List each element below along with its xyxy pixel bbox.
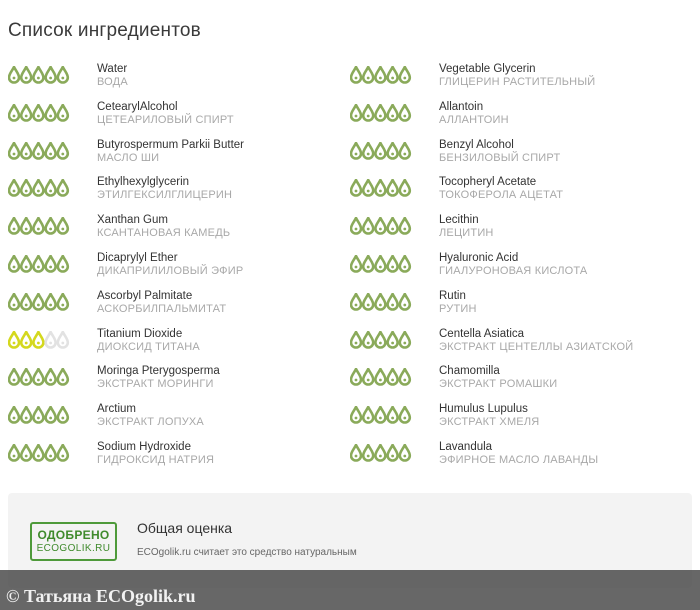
ingredient-row[interactable] [350, 62, 690, 100]
ingredient-name-en[interactable]: Dicaprylyl Ether [97, 251, 178, 264]
ingredient-name-ru: ГЛИЦЕРИН РАСТИТЕЛЬНЫЙ [439, 76, 596, 88]
drop-filled-icon [388, 294, 398, 309]
drop-filled-icon [375, 67, 385, 83]
ingredient-name-ru: БЕНЗИЛОВЫЙ СПИРТ [439, 151, 561, 164]
drop-filled-icon [400, 256, 410, 272]
drop-filled-icon [46, 105, 56, 120]
ingredient-names [97, 214, 230, 240]
drop-filled-icon [351, 407, 361, 423]
rating-drops [350, 104, 412, 122]
ingredient-names [439, 176, 563, 202]
ingredient-name-ru: ЭКСТРАКТ РОМАШКИ [439, 378, 558, 391]
ingredient-row[interactable] [350, 175, 690, 213]
ingredient-row[interactable] [8, 100, 348, 138]
drop-filled-icon [375, 180, 385, 196]
drop-filled-icon [21, 332, 31, 348]
drop-filled-icon [9, 332, 19, 348]
ingredient-row[interactable] [8, 213, 348, 251]
drop-filled-icon [375, 256, 385, 272]
ingredient-names [97, 101, 234, 127]
drop-filled-icon [33, 332, 43, 348]
ingredient-row[interactable] [8, 402, 348, 440]
ingredient-name-en[interactable]: Sodium Hydroxide [97, 440, 191, 453]
ingredient-row[interactable] [350, 138, 690, 176]
ingredient-name-en[interactable]: Arctium [97, 403, 136, 416]
ingredients-left-column [8, 62, 348, 478]
ingredient-row[interactable] [350, 100, 690, 138]
drop-filled-icon [33, 105, 43, 121]
rating-drops [8, 66, 70, 84]
ingredient-name-ru: ДИКАПРИЛИЛОВЫЙ ЭФИР [97, 264, 244, 277]
drop-filled-icon [351, 256, 361, 272]
drop-filled-icon [363, 445, 373, 461]
rating-drops-icon [8, 293, 70, 311]
ingredient-names [97, 252, 243, 278]
drop-filled-icon [21, 256, 31, 272]
drop-filled-icon [46, 369, 56, 384]
drop-filled-icon [46, 67, 56, 82]
drop-filled-icon [58, 369, 68, 385]
page-title: Список ингредиентов [8, 20, 201, 41]
drop-filled-icon [400, 67, 410, 83]
ingredient-name-ru: ДИОКСИД ТИТАНА [97, 340, 200, 353]
ingredient-names [439, 441, 598, 467]
drop-filled-icon [388, 105, 398, 120]
rating-drops [8, 331, 70, 349]
drop-filled-icon [400, 294, 410, 310]
rating-drops [8, 444, 70, 462]
ingredient-row[interactable] [350, 364, 690, 402]
drop-filled-icon [9, 369, 19, 385]
rating-drops [350, 293, 412, 311]
drop-filled-icon [400, 218, 410, 234]
drop-filled-icon [375, 218, 385, 234]
drop-filled-icon [46, 294, 56, 309]
ingredient-names [97, 403, 204, 429]
rating-drops-icon [350, 406, 412, 424]
ingredient-names [439, 403, 539, 429]
drop-filled-icon [33, 180, 43, 196]
ingredient-names [97, 139, 244, 165]
ingredient-name-en[interactable]: Ascorbyl Palmitate [97, 289, 193, 302]
drop-filled-icon [9, 407, 19, 423]
drop-filled-icon [375, 445, 385, 461]
rating-drops [350, 255, 412, 273]
drop-filled-icon [375, 105, 385, 121]
ingredient-name-en[interactable]: Humulus Lupulus [439, 403, 528, 416]
drop-empty-icon [46, 332, 56, 347]
drop-filled-icon [21, 407, 31, 423]
rating-drops-icon [350, 217, 412, 235]
ingredient-name-en[interactable]: Chamomilla [439, 365, 500, 378]
drop-filled-icon [375, 143, 385, 159]
ingredient-row[interactable] [350, 251, 690, 289]
overall-rating-title: Общая оценка [137, 520, 233, 536]
drop-filled-icon [363, 407, 373, 423]
ingredient-name-ru: КСАНТАНОВАЯ КАМЕДЬ [97, 227, 231, 240]
drop-filled-icon [33, 256, 43, 272]
ingredient-name-ru: РУТИН [439, 302, 477, 315]
rating-drops [350, 406, 412, 424]
rating-drops-icon [350, 179, 412, 197]
ingredient-names [439, 365, 557, 391]
ingredient-name-en[interactable]: Vegetable Glycerin [439, 63, 536, 75]
drop-filled-icon [33, 218, 43, 234]
drop-filled-icon [388, 256, 398, 271]
drop-filled-icon [33, 294, 43, 310]
ingredient-name-en[interactable]: Benzyl Alcohol [439, 138, 514, 151]
ingredient-row[interactable] [8, 364, 348, 402]
drop-filled-icon [351, 218, 361, 234]
ingredient-names [439, 290, 477, 316]
drop-filled-icon [375, 332, 385, 348]
drop-filled-icon [33, 369, 43, 385]
drop-filled-icon [363, 105, 373, 121]
drop-filled-icon [9, 105, 19, 121]
drop-filled-icon [351, 369, 361, 385]
drop-filled-icon [400, 180, 410, 196]
drop-filled-icon [21, 294, 31, 310]
ingredient-name-ru: ВОДА [97, 76, 128, 88]
drop-filled-icon [388, 369, 398, 384]
ingredients-right-column [350, 62, 690, 478]
ingredient-name-ru: ЭФИРНОЕ МАСЛО ЛАВАНДЫ [439, 453, 599, 466]
ingredient-name-en[interactable]: Butyrospermum Parkii Butter [97, 138, 244, 151]
ingredient-row[interactable] [8, 138, 348, 176]
drop-filled-icon [388, 218, 398, 233]
drop-filled-icon [363, 369, 373, 385]
rating-drops [8, 104, 70, 122]
ingredient-name-en[interactable]: Hyaluronic Acid [439, 251, 519, 264]
rating-drops-icon [350, 444, 412, 462]
ingredient-row[interactable] [8, 289, 348, 327]
ingredient-name-en[interactable]: Centella Asiatica [439, 327, 525, 340]
drop-filled-icon [58, 218, 68, 234]
drop-filled-icon [21, 445, 31, 461]
drop-filled-icon [58, 180, 68, 196]
rating-drops-icon [8, 331, 70, 349]
rating-drops [8, 179, 70, 197]
drop-filled-icon [21, 67, 31, 83]
drop-filled-icon [46, 256, 56, 271]
drop-filled-icon [9, 218, 19, 234]
rating-drops [350, 444, 412, 462]
drop-filled-icon [400, 369, 410, 385]
drop-filled-icon [9, 143, 19, 159]
ingredient-name-en[interactable]: CetearylAlcohol [97, 100, 178, 113]
ingredient-name-ru: ЭКСТРАКТ ЦЕНТЕЛЛЫ АЗИАТСКОЙ [439, 340, 634, 353]
drop-filled-icon [400, 445, 410, 461]
ingredient-row[interactable] [8, 251, 348, 289]
rating-drops-icon [8, 217, 70, 235]
drop-filled-icon [363, 67, 373, 83]
rating-drops-icon [8, 255, 70, 273]
drop-filled-icon [46, 407, 56, 422]
ingredient-names [97, 441, 214, 467]
rating-drops-icon [350, 66, 412, 84]
ingredient-row[interactable] [350, 402, 690, 440]
rating-drops-icon [8, 444, 70, 462]
rating-drops-icon [8, 368, 70, 386]
ingredient-names [97, 328, 200, 354]
rating-drops-icon [350, 293, 412, 311]
drop-filled-icon [9, 180, 19, 196]
approved-stamp [30, 522, 117, 561]
drop-filled-icon [351, 445, 361, 461]
drop-empty-icon [58, 332, 68, 348]
drop-filled-icon [351, 180, 361, 196]
ingredient-name-en[interactable]: Tocopheryl Acetate [439, 176, 537, 189]
ingredient-name-ru: ЛЕЦИТИН [439, 227, 494, 240]
ingredient-names [97, 63, 128, 89]
copyright-watermark: © Татьяна ECOgolik.ru [6, 586, 196, 606]
drop-filled-icon [58, 256, 68, 272]
rating-drops [350, 179, 412, 197]
drop-filled-icon [33, 445, 43, 461]
ingredient-names [439, 252, 587, 278]
drop-filled-icon [9, 256, 19, 272]
drop-filled-icon [400, 332, 410, 348]
rating-drops-icon [8, 179, 70, 197]
ingredient-name-en[interactable]: Water [97, 63, 128, 75]
ingredient-name-en[interactable]: Titanium Dioxide [97, 327, 183, 340]
rating-drops [8, 255, 70, 273]
drop-filled-icon [400, 407, 410, 423]
drop-filled-icon [58, 143, 68, 159]
rating-drops-icon [350, 142, 412, 160]
ingredient-row[interactable] [350, 213, 690, 251]
ingredient-row[interactable] [8, 440, 348, 478]
drop-filled-icon [21, 369, 31, 385]
ingredient-name-ru: АСКОРБИЛПАЛЬМИТАТ [97, 302, 227, 315]
drop-filled-icon [363, 332, 373, 348]
ingredient-name-en[interactable]: Rutin [439, 289, 466, 302]
ingredient-row[interactable] [8, 62, 348, 100]
rating-drops-icon [350, 368, 412, 386]
drop-filled-icon [363, 294, 373, 310]
drop-filled-icon [351, 143, 361, 159]
drop-filled-icon [21, 218, 31, 234]
rating-drops-icon [350, 255, 412, 273]
drop-filled-icon [21, 143, 31, 159]
drop-filled-icon [58, 105, 68, 121]
rating-drops-icon [350, 104, 412, 122]
rating-drops [350, 142, 412, 160]
ingredient-name-ru: ЭКСТРАКТ МОРИНГИ [97, 378, 214, 391]
drop-filled-icon [21, 180, 31, 196]
rating-drops [8, 142, 70, 160]
drop-filled-icon [9, 294, 19, 310]
ingredient-names [97, 176, 232, 202]
overall-rating-text: ECOgolik.ru считает это средство натуральным [137, 547, 357, 558]
ingredient-name-en[interactable]: Lecithin [439, 214, 479, 227]
rating-drops [8, 217, 70, 235]
ingredient-row[interactable] [8, 175, 348, 213]
drop-filled-icon [351, 332, 361, 348]
ingredient-name-ru: АЛЛАНТОИН [439, 113, 509, 126]
ingredient-row[interactable] [350, 440, 690, 478]
drop-filled-icon [388, 143, 398, 158]
drop-filled-icon [58, 445, 68, 461]
drop-filled-icon [363, 143, 373, 159]
ingredient-names [97, 365, 220, 391]
drop-filled-icon [33, 407, 43, 423]
drop-filled-icon [9, 445, 19, 461]
drop-filled-icon [388, 407, 398, 422]
drop-filled-icon [46, 218, 56, 233]
drop-filled-icon [46, 180, 56, 195]
drop-filled-icon [400, 105, 410, 121]
ingredient-name-ru: ГИАЛУРОНОВАЯ КИСЛОТА [439, 264, 588, 277]
ingredient-name-ru: ТОКОФЕРОЛА АЦЕТАТ [439, 189, 564, 202]
drop-filled-icon [388, 67, 398, 82]
rating-drops [8, 406, 70, 424]
watermark-bar [0, 570, 700, 610]
drop-filled-icon [46, 143, 56, 158]
ingredient-name-en[interactable]: Allantoin [439, 100, 484, 113]
drop-filled-icon [58, 407, 68, 423]
drop-filled-icon [351, 294, 361, 310]
stamp-line2: ECOGOLIK.RU [36, 543, 111, 554]
ingredient-name-en[interactable]: Xanthan Gum [97, 214, 168, 227]
drop-filled-icon [388, 180, 398, 195]
ingredient-names [439, 328, 633, 354]
rating-drops-icon [8, 142, 70, 160]
ingredient-names [97, 290, 226, 316]
drop-filled-icon [58, 67, 68, 83]
ingredient-name-ru: МАСЛО ШИ [97, 151, 160, 164]
drop-filled-icon [400, 143, 410, 159]
drop-filled-icon [58, 294, 68, 310]
drop-filled-icon [375, 407, 385, 423]
drop-filled-icon [46, 445, 56, 460]
drop-filled-icon [375, 294, 385, 310]
drop-filled-icon [33, 67, 43, 83]
ingredient-name-ru: ЭТИЛГЕКСИЛГЛИЦЕРИН [97, 189, 233, 202]
drop-filled-icon [363, 218, 373, 234]
drop-filled-icon [388, 332, 398, 347]
rating-drops [350, 368, 412, 386]
ingredient-name-en[interactable]: Lavandula [439, 440, 493, 453]
ingredient-row[interactable] [350, 289, 690, 327]
ingredient-name-en[interactable]: Ethylhexylglycerin [97, 176, 190, 189]
ingredient-names [439, 101, 509, 127]
ingredient-name-ru: ЦЕТЕАРИЛОВЫЙ СПИРТ [97, 113, 234, 126]
drop-filled-icon [351, 67, 361, 83]
drop-filled-icon [363, 256, 373, 272]
rating-drops-icon [8, 104, 70, 122]
drop-filled-icon [375, 369, 385, 385]
drop-filled-icon [388, 445, 398, 460]
rating-drops [8, 293, 70, 311]
rating-drops-icon [8, 406, 70, 424]
rating-drops-icon [8, 66, 70, 84]
ingredient-name-ru: ЭКСТРАКТ ХМЕЛЯ [439, 416, 540, 429]
drop-filled-icon [33, 143, 43, 159]
drop-filled-icon [9, 67, 19, 83]
stamp-line1: ОДОБРЕНО [37, 528, 110, 542]
ingredient-name-ru: ГИДРОКСИД НАТРИЯ [97, 453, 215, 466]
rating-drops [350, 331, 412, 349]
drop-filled-icon [21, 105, 31, 121]
ingredient-names [439, 63, 595, 89]
drop-filled-icon [351, 105, 361, 121]
drop-filled-icon [363, 180, 373, 196]
rating-drops [350, 66, 412, 84]
ingredient-name-en[interactable]: Moringa Pterygosperma [97, 365, 220, 378]
ingredient-name-ru: ЭКСТРАКТ ЛОПУХА [97, 416, 204, 429]
rating-drops-icon [350, 331, 412, 349]
ingredient-names [439, 139, 560, 165]
ingredient-names [439, 214, 494, 240]
ingredient-row[interactable] [350, 327, 690, 365]
rating-drops [350, 217, 412, 235]
rating-drops [8, 368, 70, 386]
ingredient-row[interactable] [8, 327, 348, 365]
